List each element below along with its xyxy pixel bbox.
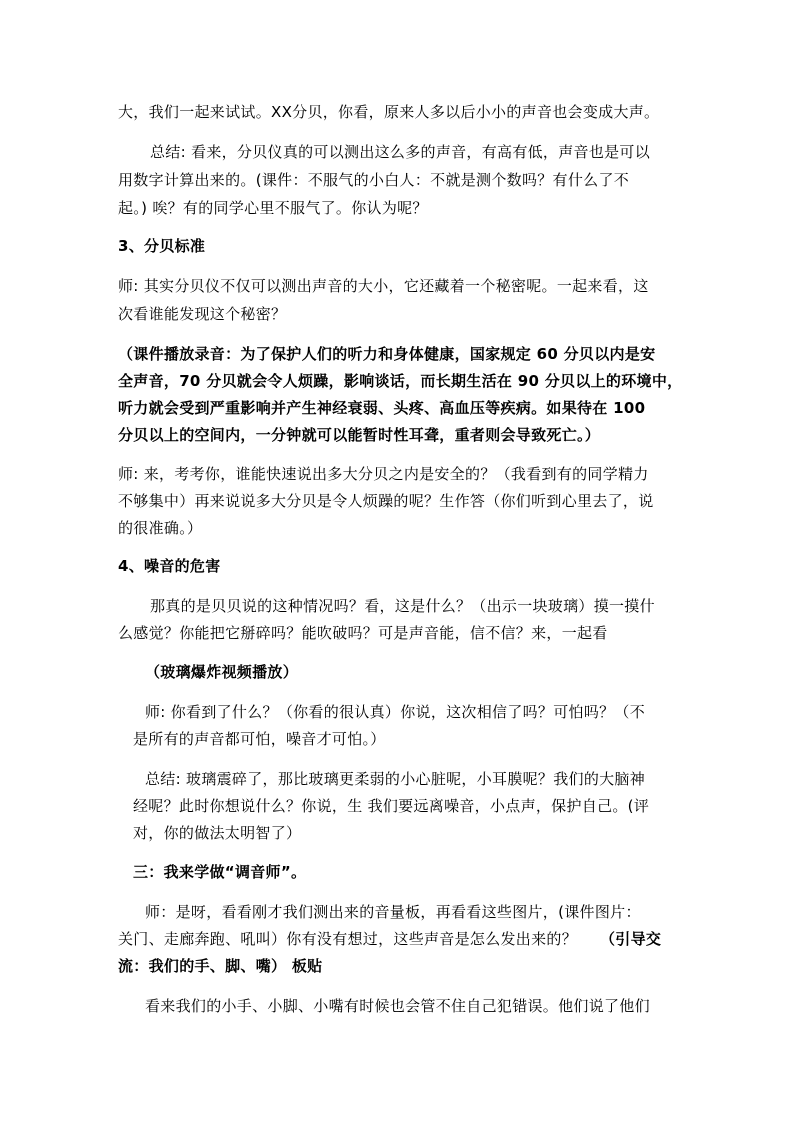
- text-line: 师: 你看到了什么？（你看的很认真）你说，这次相信了吗？可怕吗？（不: [145, 703, 646, 721]
- text-line: 次看谁能发现这个秘密？: [118, 305, 287, 323]
- text-line: 关门、走廊奔跑、吼叫）你有没有想过，这些声音是怎么发出来的？: [118, 930, 578, 948]
- text-line: 师：是呀，看看刚才我们测出来的音量板，再看看这些图片，(课件图片：: [145, 903, 641, 921]
- text-line: 经呢？此时你想说什么？你说，生 我们要远离噪音，小点声，保护自己。(评: [133, 797, 650, 815]
- text-line: 的很准确。）: [118, 519, 203, 537]
- text-line: 总结: 玻璃震碎了，那比玻璃更柔弱的小心脏呢，小耳膜呢？我们的大脑神: [145, 770, 646, 788]
- text-line: 用数字计算出来的。(课件：不服气的小白人：不就是测个数吗？有什么了不: [118, 171, 630, 189]
- section-heading: 三：我来学做“调音师”。: [133, 863, 307, 881]
- section-heading: 4、噪音的危害: [118, 557, 221, 575]
- text-line: 看来我们的小手、小脚、小嘴有时候也会管不住自己犯错误。他们说了他们: [145, 997, 650, 1015]
- text-line: （玻璃爆炸视频播放）: [145, 663, 299, 681]
- text-line: 对，你的做法太明智了）: [133, 824, 302, 842]
- text-line: 师: 其实分贝仪不仅可以测出声音的大小，它还藏着一个秘密呢。一起来看，这: [118, 277, 649, 295]
- text-line: 全声音，70 分贝就会令人烦躁，影响谈话，而长期生活在 90 分贝以上的环境中，: [118, 372, 683, 390]
- text-line: 那真的是贝贝说的这种情况吗？看，这是什么？（出示一块玻璃）摸一摸什: [150, 597, 655, 615]
- text-line: （课件播放录音：为了保护人们的听力和身体健康，国家规定 60 分贝以内是安: [118, 345, 656, 363]
- text-line: 听力就会受到严重影响并产生神经衰弱、头疼、高血压等疾病。如果待在 100: [118, 399, 646, 417]
- text-line: 不够集中）再来说说多大分贝是令人烦躁的呢？生作答（你们听到心里去了，说: [118, 492, 654, 510]
- text-line: 分贝以上的空间内，一分钟就可以能暂时性耳聋，重者则会导致死亡。）: [118, 426, 601, 444]
- text-line: 总结: 看来，分贝仪真的可以测出这么多的声音，有高有低，声音也是可以: [150, 143, 651, 161]
- text-line: 师: 来，考考你，谁能快速说出多大分贝之内是安全的？（我看到有的同学精力: [118, 465, 649, 483]
- text-line: 流：我们的手、脚、嘴） 板贴: [118, 957, 323, 975]
- text-line: 大，我们一起来试试。XX分贝，你看，原来人多以后小小的声音也会变成大声。: [118, 103, 660, 121]
- text-line: 起。) 唉？有的同学心里不服气了。你认为呢？: [118, 199, 428, 217]
- text-line: （引导交: [600, 930, 662, 948]
- section-heading: 3、分贝标准: [118, 237, 206, 255]
- text-line: 么感觉？你能把它掰碎吗？能吹破吗？可是声音能，信不信？来，一起看: [118, 624, 608, 642]
- text-line: 是所有的声音都可怕，噪音才可怕。）: [133, 730, 386, 748]
